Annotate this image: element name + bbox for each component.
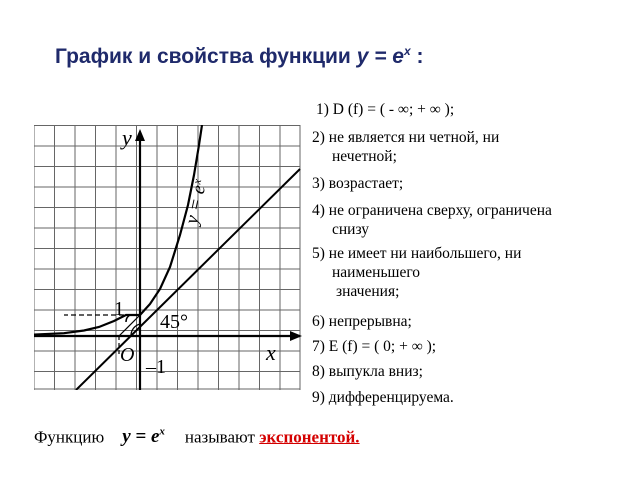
property-1: 1) D (f) = ( - ∞; + ∞ ); [316,101,455,118]
property-8: 8) выпукла вниз; [312,363,423,380]
grid [34,125,300,390]
definition-term: экспонентой. [259,427,360,447]
title-prefix: График и свойства функции [55,45,357,68]
one-y-label: 1 [114,298,124,320]
property-5: 5) не имеет ни наибольшего, ни наименьшего значения; [312,245,522,300]
property-6: 6) непрерывна; [312,313,412,330]
page-title [55,44,424,69]
angle-label: 45° [160,311,188,333]
definition-middle: называют [184,427,260,447]
curve-label: y = eˣ [181,178,212,227]
y-axis-label: y [122,125,132,150]
property-7: 7) E (f) = ( 0; + ∞ ); [312,338,437,355]
origin-label: O [120,344,135,366]
title-function: $y = e^x$ [356,44,411,68]
property-9: 9) дифференцируема. [312,389,454,406]
definition-lead: Функцию [34,427,105,447]
neg-one-x-label: –1 [146,356,166,378]
x-axis-label: x [266,340,276,365]
property-2: 2) не является ни четной, ни нечетной; [312,129,500,165]
title-suffix: : [410,45,424,68]
definition-function: $y = e^x$ [122,426,165,448]
property-4: 4) не ограничена сверху, ограничена снизу [312,202,552,238]
definition-line [34,426,360,448]
exponential-graph [34,125,304,390]
property-3: 3) возрастает; [312,175,404,192]
